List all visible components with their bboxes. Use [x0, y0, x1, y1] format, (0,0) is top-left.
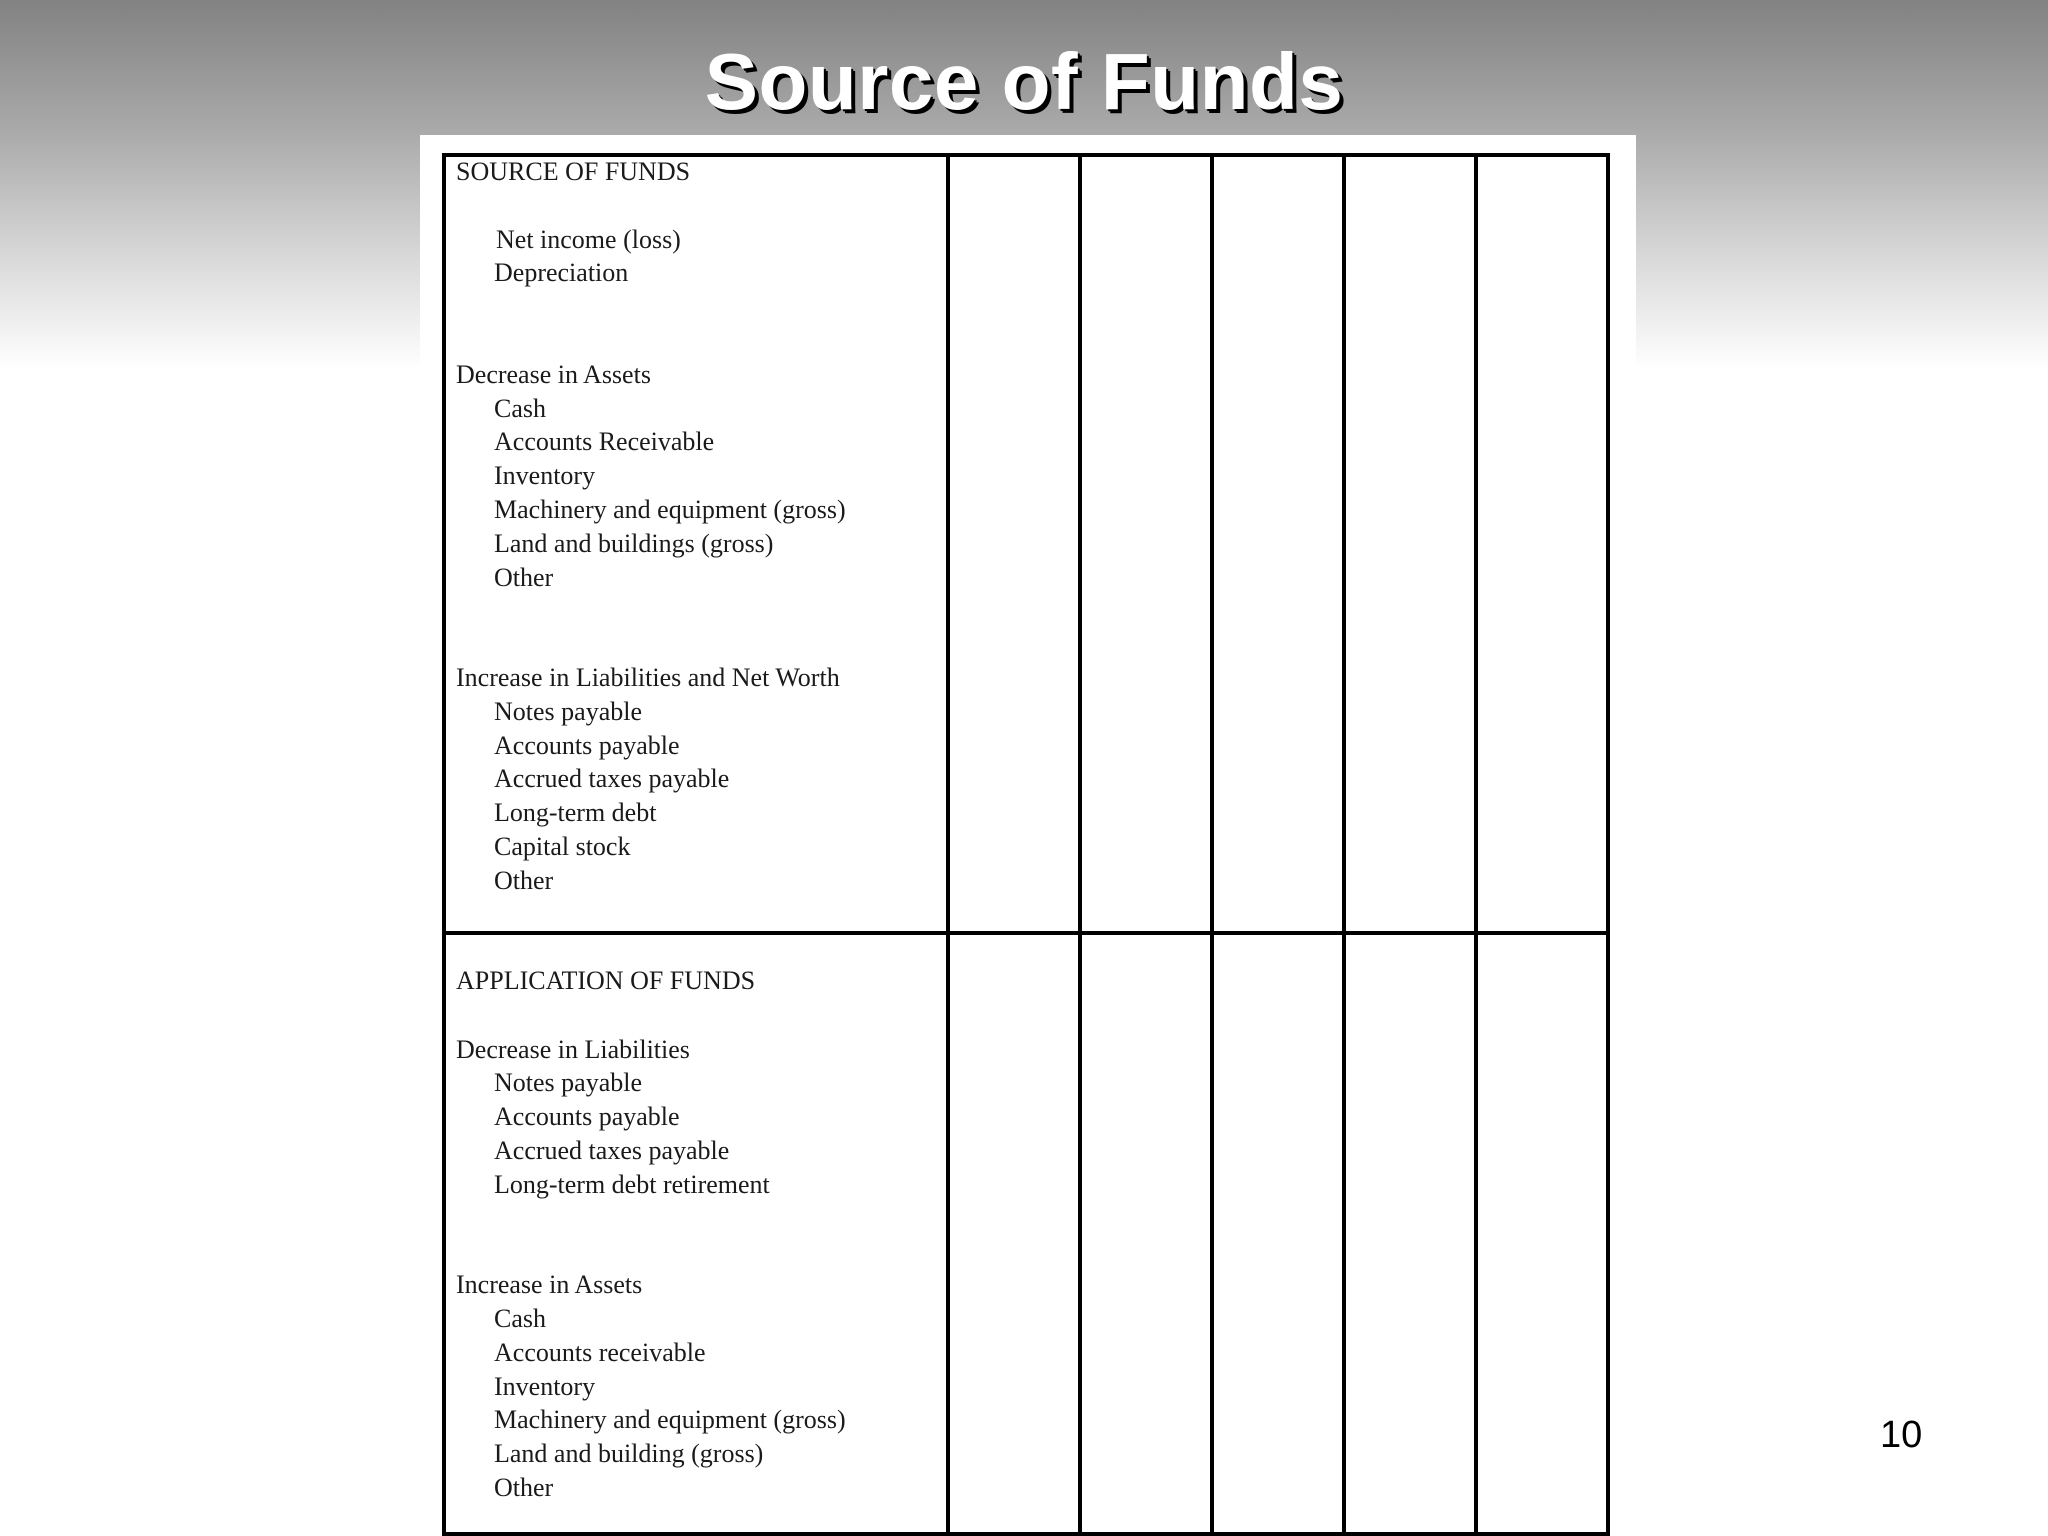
source-heading: SOURCE OF FUNDS	[456, 157, 691, 186]
decrease-liabilities-item: Accounts payable	[494, 1102, 680, 1131]
column-divider	[1210, 157, 1214, 1532]
application-heading: APPLICATION OF FUNDS	[456, 966, 756, 995]
increase-in-liabilities-label: Increase in Liabilities and Net Worth	[456, 663, 840, 692]
decrease-liabilities-item: Long-term debt retirement	[494, 1170, 770, 1199]
section-divider	[446, 931, 1606, 935]
funds-form-table	[442, 153, 1610, 1536]
decrease-assets-item: Land and buildings (gross)	[494, 529, 774, 558]
decrease-assets-item: Machinery and equipment (gross)	[494, 495, 846, 524]
increase-assets-item: Cash	[494, 1304, 546, 1333]
decrease-liabilities-item: Accrued taxes payable	[494, 1136, 730, 1165]
increase-assets-item: Accounts receivable	[494, 1338, 706, 1367]
increase-assets-item: Inventory	[494, 1372, 596, 1401]
source-item-net-income: Net income (loss)	[496, 225, 681, 254]
increase-liabilities-item: Other	[494, 866, 554, 895]
increase-assets-item: Land and building (gross)	[494, 1439, 764, 1468]
decrease-liabilities-item: Notes payable	[494, 1068, 643, 1097]
column-divider	[1474, 157, 1478, 1532]
decrease-assets-item: Inventory	[494, 461, 596, 490]
increase-assets-item: Other	[494, 1473, 554, 1502]
increase-liabilities-item: Accrued taxes payable	[494, 764, 730, 793]
decrease-assets-item: Cash	[494, 394, 546, 423]
decrease-assets-item: Other	[494, 563, 554, 592]
decrease-in-liabilities-label: Decrease in Liabilities	[456, 1035, 690, 1064]
column-divider	[1078, 157, 1082, 1532]
increase-liabilities-item: Capital stock	[494, 832, 631, 861]
column-divider	[946, 157, 950, 1532]
column-divider	[1342, 157, 1346, 1532]
increase-liabilities-item: Notes payable	[494, 697, 643, 726]
decrease-assets-item: Accounts Receivable	[494, 427, 715, 456]
increase-liabilities-item: Long-term debt	[494, 798, 657, 827]
increase-in-assets-label: Increase in Assets	[456, 1270, 643, 1299]
increase-liabilities-item: Accounts payable	[494, 731, 680, 760]
slide-title: Source of Funds	[704, 37, 1344, 126]
document-sheet	[420, 135, 1636, 1536]
page-number: 10	[1880, 1414, 1923, 1456]
decrease-in-assets-label: Decrease in Assets	[456, 360, 651, 389]
source-item-depreciation: Depreciation	[494, 258, 629, 287]
increase-assets-item: Machinery and equipment (gross)	[494, 1405, 846, 1434]
